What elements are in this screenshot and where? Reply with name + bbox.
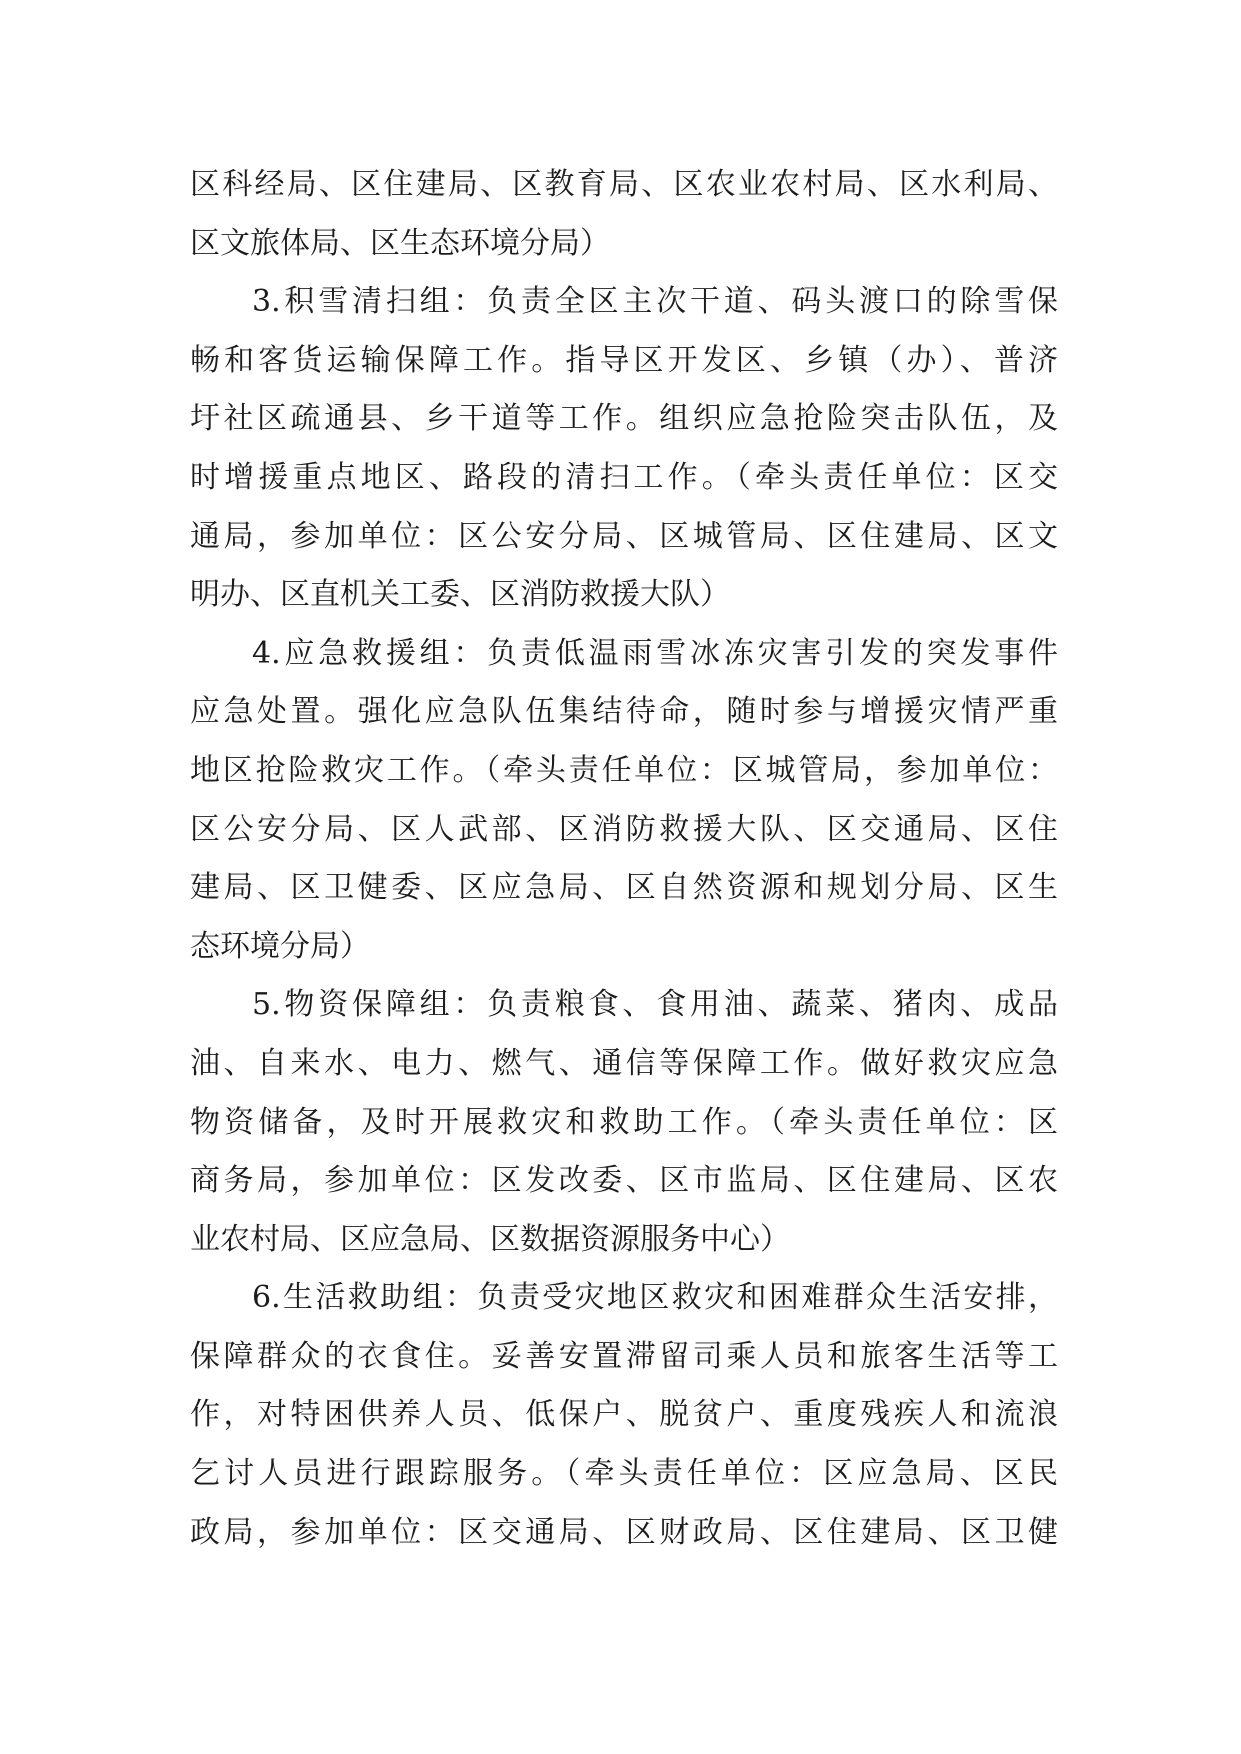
- text-line: 乞讨人员进行跟踪服务。（牵头责任单位：区应急局、区民: [190, 1456, 1058, 1492]
- text-line: 5.物资保障组：负责粮食、食用油、蔬菜、猪肉、成品: [252, 987, 1058, 1023]
- text-line: 圩社区疏通县、乡干道等工作。组织应急抢险突击队伍，及: [190, 401, 1058, 437]
- text-line: 时增援重点地区、路段的清扫工作。（牵头责任单位：区交: [190, 459, 1058, 495]
- text-line: 6.生活救助组：负责受灾地区救灾和困难群众生活安排，: [252, 1280, 1058, 1316]
- text-line: 明办、区直机关工委、区消防救援大队）: [190, 577, 730, 613]
- text-line: 建局、区卫健委、区应急局、区自然资源和规划分局、区生: [190, 870, 1058, 906]
- text-line: 3.积雪清扫组：负责全区主次干道、码头渡口的除雪保: [252, 284, 1058, 320]
- text-line: 作，对特困供养人员、低保户、脱贫户、重度残疾人和流浪: [190, 1397, 1058, 1433]
- text-line: 油、自来水、电力、燃气、通信等保障工作。做好救灾应急: [190, 1045, 1058, 1081]
- text-line: 业农村局、区应急局、区数据资源服务中心）: [190, 1221, 790, 1257]
- text-line: 应急处置。强化应急队伍集结待命，随时参与增援灾情严重: [190, 694, 1058, 730]
- text-line: 政局，参加单位：区交通局、区财政局、区住建局、区卫健: [190, 1514, 1058, 1550]
- text-line: 态环境分局）: [190, 928, 370, 964]
- text-line: 保障群众的衣食住。妥善安置滞留司乘人员和旅客生活等工: [190, 1338, 1058, 1374]
- document-body: [190, 156, 1058, 1562]
- text-line: 畅和客货运输保障工作。指导区开发区、乡镇（办）、普济: [190, 342, 1058, 378]
- text-line: 地区抢险救灾工作。（牵头责任单位：区城管局，参加单位：: [190, 752, 1058, 788]
- text-line: 区文旅体局、区生态环境分局）: [190, 225, 610, 261]
- text-line: 4.应急救援组：负责低温雨雪冰冻灾害引发的突发事件: [252, 635, 1058, 671]
- text-line: 区科经局、区住建局、区教育局、区农业农村局、区水利局、: [190, 167, 1058, 202]
- text-line: 通局，参加单位：区公安分局、区城管局、区住建局、区文: [190, 518, 1058, 554]
- text-line: 商务局，参加单位：区发改委、区市监局、区住建局、区农: [190, 1163, 1058, 1199]
- text-line: 物资储备，及时开展救灾和救助工作。（牵头责任单位：区: [190, 1104, 1058, 1140]
- text-line: 区公安分局、区人武部、区消防救援大队、区交通局、区住: [190, 811, 1058, 847]
